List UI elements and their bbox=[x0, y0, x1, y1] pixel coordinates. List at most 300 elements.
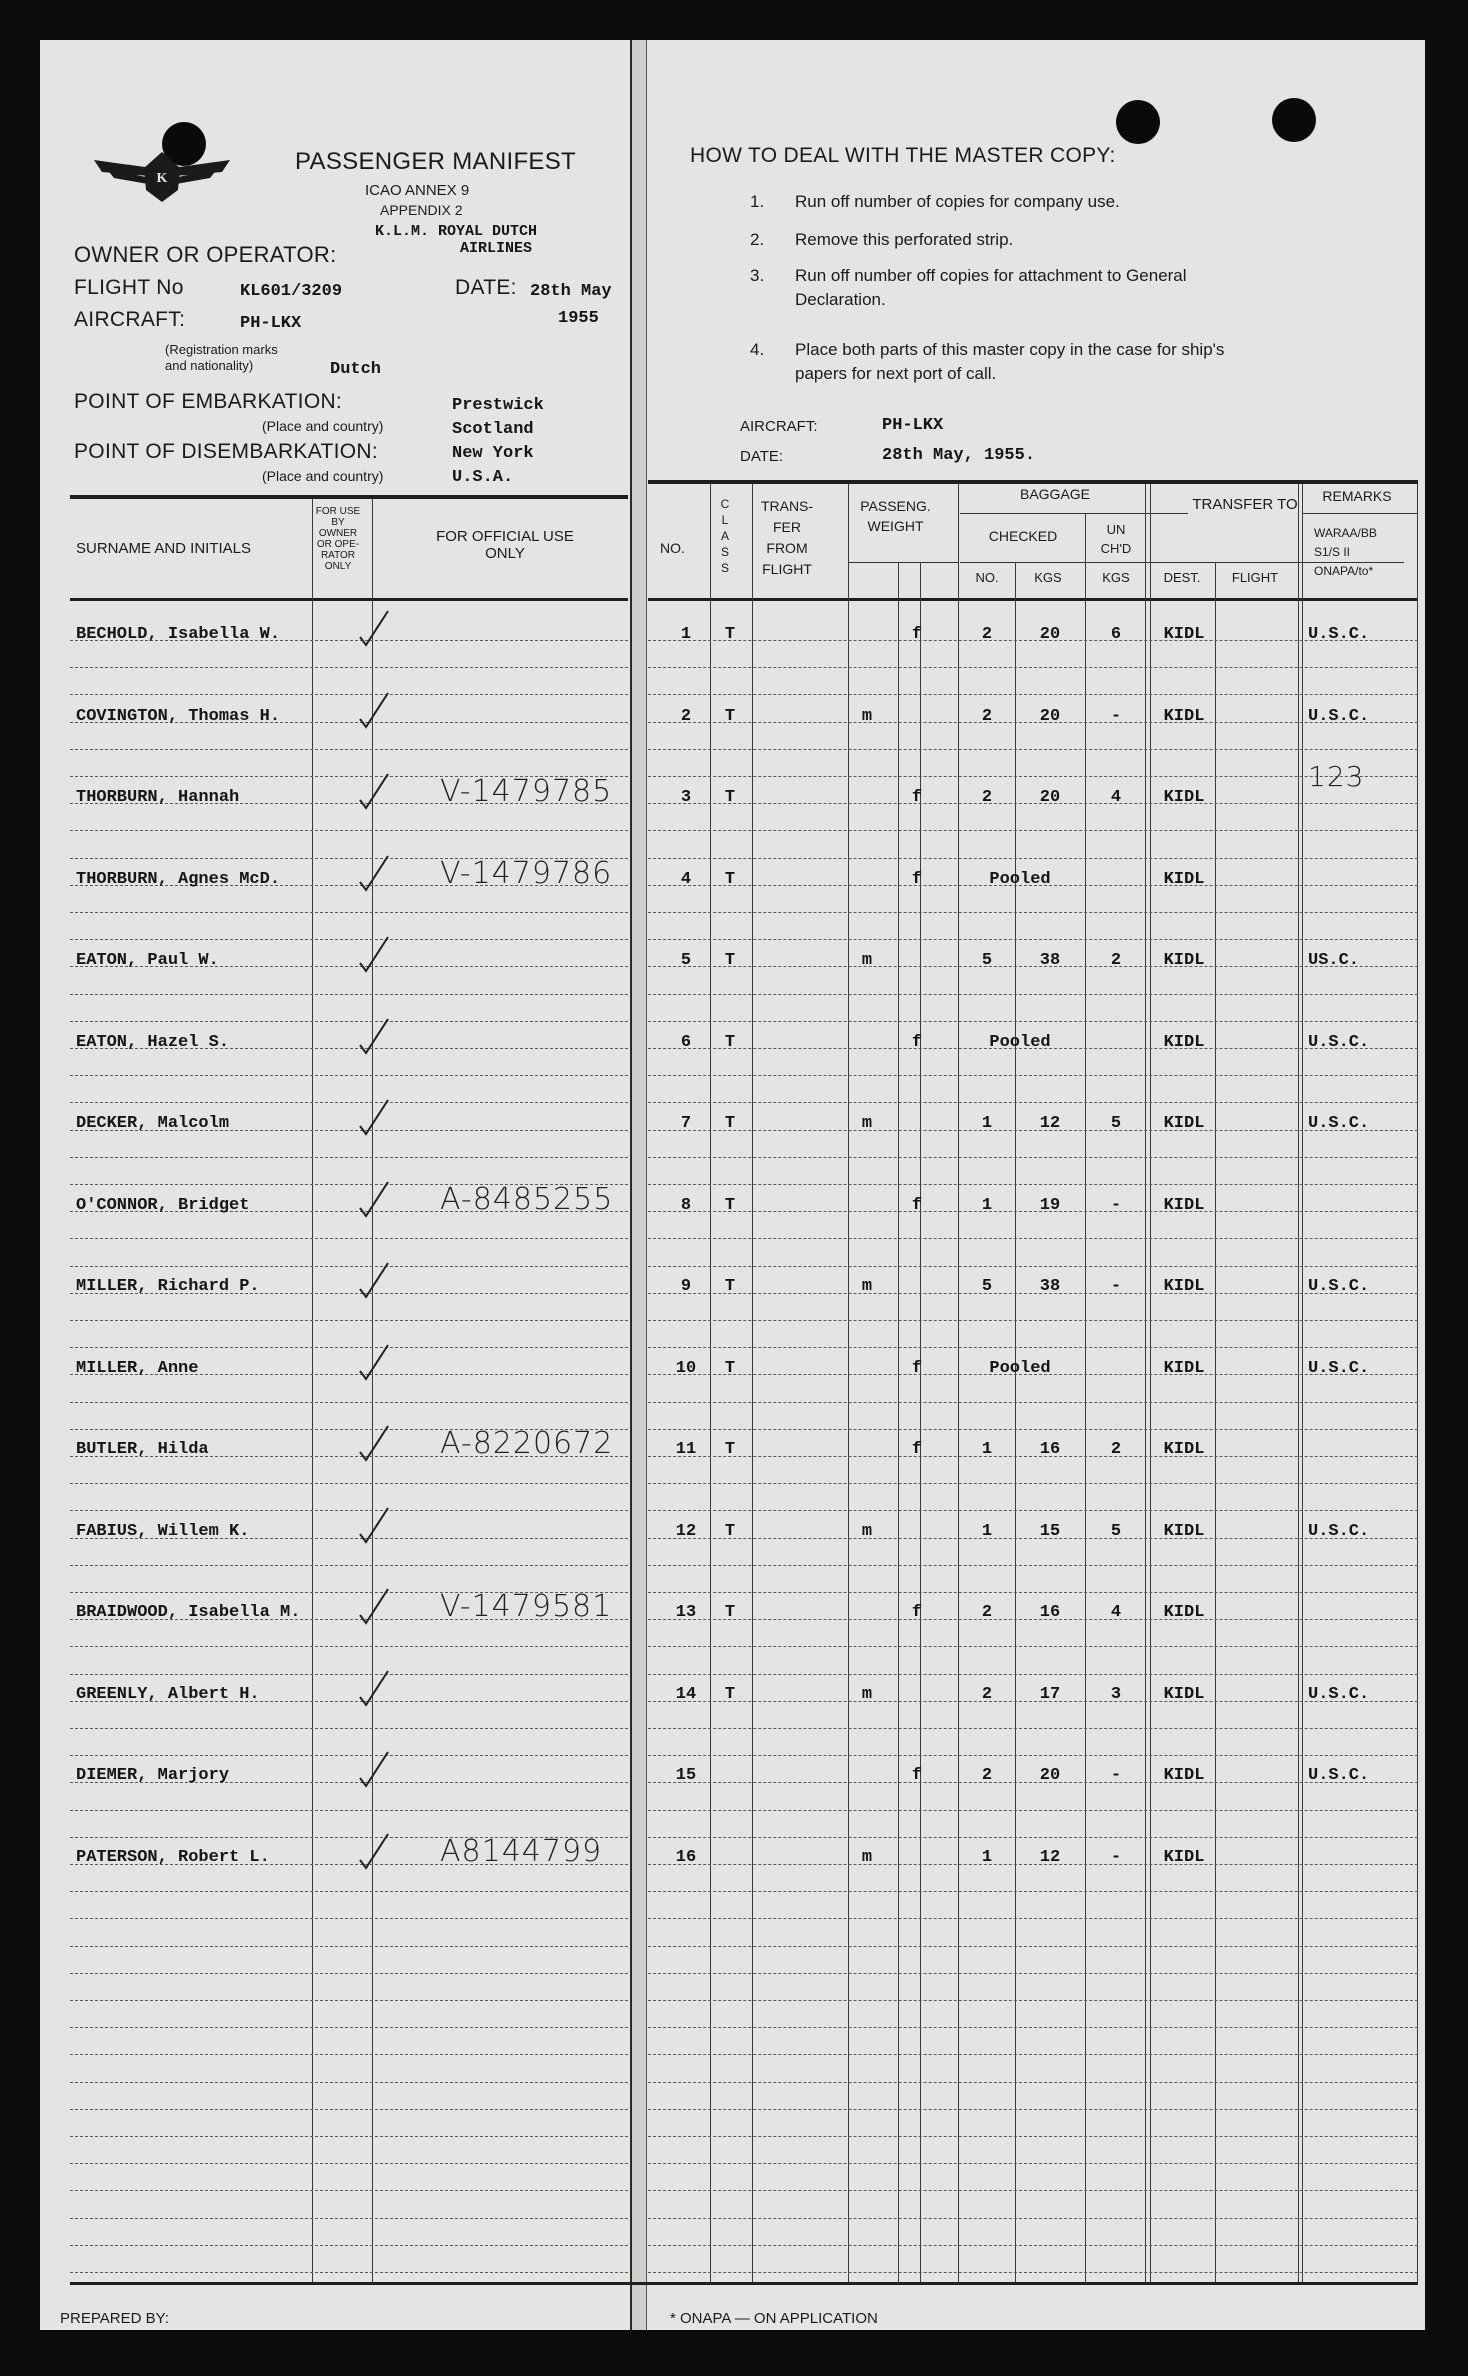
row-line bbox=[648, 1810, 1418, 1811]
checkmark-icon bbox=[358, 1341, 392, 1383]
row-line bbox=[648, 1755, 1418, 1756]
row-line bbox=[648, 2000, 1418, 2001]
transfer-dest: KIDL bbox=[1163, 1277, 1205, 1296]
row-line bbox=[70, 994, 628, 995]
passenger-weight-sex: m bbox=[861, 1521, 873, 1541]
checkmark-icon bbox=[358, 1015, 392, 1057]
baggage-pooled: Pooled bbox=[989, 1032, 1051, 1052]
perforated-strip bbox=[630, 40, 647, 2330]
passenger-weight-sex: m bbox=[861, 951, 873, 970]
transfer-dest: KIDL bbox=[1163, 1521, 1205, 1541]
annex-label: ICAO ANNEX 9 bbox=[365, 182, 470, 199]
unchecked-kgs: 6 bbox=[1110, 625, 1122, 644]
row-line bbox=[648, 1102, 1418, 1103]
remarks: U.S.C. bbox=[1308, 1277, 1370, 1296]
row-line bbox=[648, 939, 1418, 940]
passenger-number: 6 bbox=[680, 1032, 692, 1052]
checkmark-icon bbox=[358, 1259, 392, 1301]
date-value-line2: 1955 bbox=[558, 309, 599, 328]
passenger-number: 8 bbox=[680, 1195, 692, 1215]
passenger-number: 4 bbox=[680, 869, 692, 889]
baggage-kgs: 12 bbox=[1039, 1847, 1061, 1867]
remarks: U.S.C. bbox=[1308, 1358, 1370, 1378]
transfer-dest: KIDL bbox=[1163, 869, 1205, 889]
col-passeng-weight: PASSENG. WEIGHT bbox=[860, 498, 931, 534]
official-number: V-1479581 bbox=[440, 1589, 613, 1624]
col-checked-kgs: KGS bbox=[1034, 570, 1062, 585]
grid-column-line bbox=[710, 484, 711, 2282]
transfer-dest: KIDL bbox=[1163, 1684, 1205, 1704]
row-line bbox=[70, 1510, 628, 1511]
grid-column-line bbox=[1302, 484, 1303, 2282]
passenger-weight-sex: f bbox=[911, 788, 923, 807]
passenger-name: EATON, Hazel S. bbox=[76, 1032, 230, 1052]
owner-label: OWNER OR OPERATOR: bbox=[74, 242, 337, 267]
passenger-name: DECKER, Malcolm bbox=[76, 1114, 230, 1133]
punch-hole bbox=[1272, 98, 1316, 142]
klm-logo-icon bbox=[92, 138, 232, 208]
instr-aircraft-value: PH-LKX bbox=[882, 416, 944, 435]
row-line bbox=[70, 2054, 628, 2055]
row-line bbox=[648, 1402, 1418, 1403]
col-surname: SURNAME AND INITIALS bbox=[76, 540, 252, 557]
transfer-dest: KIDL bbox=[1163, 788, 1205, 807]
unchecked-kgs: - bbox=[1110, 1277, 1122, 1296]
passenger-weight-sex: m bbox=[861, 1847, 873, 1867]
checkmark-icon bbox=[358, 607, 392, 649]
instruction-text: Declaration. bbox=[795, 290, 886, 309]
transfer-dest: KIDL bbox=[1163, 1114, 1205, 1133]
instruction-number: 3. bbox=[750, 266, 765, 285]
passenger-name: COVINGTON, Thomas H. bbox=[76, 706, 281, 726]
baggage-kgs: 20 bbox=[1039, 1766, 1061, 1785]
col-checked-no: NO. bbox=[975, 570, 999, 585]
row-line bbox=[648, 2218, 1418, 2219]
flight-value: KL601/3209 bbox=[240, 282, 343, 301]
passenger-class: T bbox=[724, 1358, 736, 1378]
row-line bbox=[70, 1891, 628, 1892]
row-line bbox=[70, 1674, 628, 1675]
baggage-kgs: 20 bbox=[1039, 706, 1061, 726]
disembark-value-line2: U.S.A. bbox=[452, 468, 514, 487]
row-line bbox=[648, 1837, 1418, 1838]
row-line bbox=[648, 1157, 1418, 1158]
transfer-dest: KIDL bbox=[1163, 706, 1205, 726]
row-line bbox=[70, 1810, 628, 1811]
remarks: U.S.C. bbox=[1308, 1684, 1370, 1704]
passenger-name: BECHOLD, Isabella W. bbox=[76, 625, 281, 644]
unchecked-kgs: - bbox=[1110, 706, 1122, 726]
grid-column-line bbox=[752, 484, 753, 2282]
official-number: V-1479785 bbox=[440, 774, 613, 809]
passenger-number: 14 bbox=[675, 1684, 697, 1704]
row-line bbox=[70, 667, 628, 668]
flight-label: FLIGHT No bbox=[74, 276, 184, 299]
row-line bbox=[648, 667, 1418, 668]
grid-column-line bbox=[1150, 484, 1151, 2282]
row-line bbox=[70, 2109, 628, 2110]
col-unchd-kgs: KGS bbox=[1102, 570, 1130, 585]
passenger-weight-sex: f bbox=[911, 1440, 923, 1459]
table-top-rule bbox=[70, 495, 628, 499]
passenger-name: EATON, Paul W. bbox=[76, 951, 219, 970]
baggage-kgs: 38 bbox=[1039, 951, 1061, 970]
row-line bbox=[70, 1946, 628, 1947]
baggage-kgs: 16 bbox=[1039, 1440, 1061, 1459]
row-line bbox=[648, 2245, 1418, 2246]
col-flight: FLIGHT bbox=[1231, 570, 1279, 585]
grid-column-line bbox=[958, 484, 959, 2282]
row-line bbox=[70, 1157, 628, 1158]
passenger-number: 9 bbox=[680, 1277, 692, 1296]
baggage-count: 2 bbox=[981, 1603, 993, 1622]
row-line bbox=[70, 1075, 628, 1076]
passenger-class: T bbox=[724, 706, 736, 726]
checkmark-icon bbox=[358, 1178, 392, 1220]
baggage-count: 5 bbox=[981, 951, 993, 970]
row-line bbox=[648, 2272, 1418, 2273]
checkmark-icon bbox=[358, 1585, 392, 1627]
instr-date-label: DATE: bbox=[740, 448, 784, 465]
row-line bbox=[648, 1973, 1418, 1974]
row-line bbox=[70, 1755, 628, 1756]
row-line bbox=[70, 830, 628, 831]
unchecked-kgs: 4 bbox=[1110, 788, 1122, 807]
row-line bbox=[648, 1021, 1418, 1022]
col-owner-use: FOR USE BY OWNER OR OPE- RATOR ONLY bbox=[315, 506, 361, 572]
embark-value-line2: Scotland bbox=[452, 420, 534, 439]
passenger-weight-sex: f bbox=[911, 1603, 923, 1622]
passenger-name: THORBURN, Agnes McD. bbox=[76, 869, 281, 889]
remarks: 123 bbox=[1308, 760, 1365, 793]
passenger-name: PATERSON, Robert L. bbox=[76, 1847, 270, 1867]
row-line bbox=[70, 939, 628, 940]
row-line bbox=[648, 2163, 1418, 2164]
col-transfer-from: TRANS- FER FROM FLIGHT bbox=[760, 498, 814, 577]
passenger-number: 10 bbox=[675, 1358, 697, 1378]
row-line bbox=[70, 1347, 628, 1348]
registration-note: (Registration marks bbox=[165, 342, 278, 357]
row-line bbox=[648, 1184, 1418, 1185]
row-line bbox=[70, 1483, 628, 1484]
grid-column-line bbox=[848, 484, 849, 2282]
instr-date-value: 28th May, 1955. bbox=[882, 446, 1036, 465]
passenger-number: 2 bbox=[680, 706, 692, 726]
row-line bbox=[648, 1429, 1418, 1430]
row-line bbox=[70, 694, 628, 695]
row-line bbox=[70, 2027, 628, 2028]
checkmark-icon bbox=[358, 689, 392, 731]
passenger-class: T bbox=[724, 1521, 736, 1541]
baggage-count: 2 bbox=[981, 706, 993, 726]
baggage-count: 5 bbox=[981, 1277, 993, 1296]
passenger-class: T bbox=[724, 1195, 736, 1215]
passenger-class: T bbox=[724, 1684, 736, 1704]
embark-value-line1: Prestwick bbox=[452, 396, 544, 415]
owner-value-line1: K.L.M. ROYAL DUTCH bbox=[375, 223, 538, 240]
remarks: U.S.C. bbox=[1308, 1114, 1370, 1133]
row-line bbox=[648, 994, 1418, 995]
official-number: A-8485255 bbox=[440, 1181, 614, 1217]
checkmark-icon bbox=[358, 770, 392, 812]
col-dest: DEST. bbox=[1163, 570, 1201, 585]
baggage-count: 1 bbox=[981, 1521, 993, 1541]
row-line bbox=[70, 1728, 628, 1729]
appendix-label: APPENDIX 2 bbox=[380, 202, 463, 218]
remarks: US.C. bbox=[1308, 951, 1360, 970]
passenger-name: FABIUS, Willem K. bbox=[76, 1521, 250, 1541]
passenger-name: MILLER, Richard P. bbox=[76, 1277, 260, 1296]
grid-column-line bbox=[1015, 562, 1016, 2282]
row-line bbox=[648, 2109, 1418, 2110]
grid-column-line bbox=[1215, 562, 1216, 2282]
row-line bbox=[70, 2082, 628, 2083]
row-line bbox=[648, 1075, 1418, 1076]
checkmark-icon bbox=[358, 1422, 392, 1464]
official-number: A-8220672 bbox=[440, 1426, 614, 1461]
grid-column-line bbox=[1085, 513, 1086, 2282]
instructions-title: HOW TO DEAL WITH THE MASTER COPY: bbox=[690, 144, 1116, 167]
row-line bbox=[70, 2000, 628, 2001]
row-line bbox=[648, 776, 1418, 777]
instruction-text: Run off number of copies for company use. bbox=[795, 192, 1120, 211]
passenger-number: 7 bbox=[680, 1114, 692, 1133]
remarks: U.S.C. bbox=[1308, 625, 1370, 644]
unchecked-kgs: - bbox=[1110, 1766, 1122, 1785]
date-label: DATE: bbox=[455, 276, 517, 299]
baggage-kgs: 16 bbox=[1039, 1603, 1061, 1622]
row-line bbox=[70, 1565, 628, 1566]
row-line bbox=[648, 2082, 1418, 2083]
passenger-number: 16 bbox=[675, 1847, 697, 1867]
row-line bbox=[648, 1674, 1418, 1675]
col-remarks-sub: WARAA/BB S1/S II ONAPA/to* bbox=[1314, 526, 1377, 578]
onapa-note: * ONAPA — ON APPLICATION bbox=[670, 2310, 878, 2327]
aircraft-label: AIRCRAFT: bbox=[74, 308, 186, 331]
row-line bbox=[648, 1592, 1418, 1593]
embark-note: (Place and country) bbox=[262, 418, 384, 434]
baggage-pooled: Pooled bbox=[989, 1358, 1051, 1378]
passenger-number: 15 bbox=[675, 1766, 697, 1785]
checkmark-icon bbox=[358, 1504, 392, 1546]
baggage-kgs: 17 bbox=[1039, 1684, 1061, 1704]
nationality-value: Dutch bbox=[330, 360, 382, 379]
row-line bbox=[648, 1266, 1418, 1267]
row-line bbox=[70, 2272, 628, 2273]
instruction-number: 1. bbox=[750, 192, 765, 211]
row-line bbox=[648, 1565, 1418, 1566]
disembark-label: POINT OF DISEMBARKATION: bbox=[74, 440, 378, 463]
row-line bbox=[70, 1646, 628, 1647]
baggage-pooled: Pooled bbox=[989, 869, 1051, 889]
passenger-weight-sex: m bbox=[861, 1277, 873, 1296]
baggage-count: 1 bbox=[981, 1440, 993, 1459]
row-line bbox=[648, 1238, 1418, 1239]
baggage-kgs: 12 bbox=[1039, 1114, 1061, 1133]
grid-column-line bbox=[1417, 484, 1418, 2282]
passenger-class: T bbox=[724, 951, 736, 970]
row-line bbox=[648, 830, 1418, 831]
passenger-name: GREENLY, Albert H. bbox=[76, 1684, 260, 1704]
checkmark-icon bbox=[358, 1830, 392, 1872]
col-remarks: REMARKS bbox=[1322, 488, 1392, 504]
instruction-text: Place both parts of this master copy in the case for ship's bbox=[795, 340, 1225, 359]
passenger-weight-sex: f bbox=[911, 869, 923, 889]
col-class: CLASS bbox=[720, 497, 730, 575]
row-line bbox=[648, 1646, 1418, 1647]
col-transfer-to: TRANSFER TO bbox=[1192, 496, 1298, 513]
row-line bbox=[70, 1102, 628, 1103]
unchecked-kgs: 5 bbox=[1110, 1114, 1122, 1133]
registration-note: and nationality) bbox=[165, 358, 254, 373]
passenger-class: T bbox=[724, 869, 736, 889]
grid-column-line bbox=[920, 562, 921, 2282]
passenger-class: T bbox=[724, 625, 736, 644]
baggage-kgs: 20 bbox=[1039, 788, 1061, 807]
passenger-class: T bbox=[724, 1032, 736, 1052]
col-baggage: BAGGAGE bbox=[1019, 486, 1091, 502]
passenger-number: 12 bbox=[675, 1521, 697, 1541]
row-line bbox=[70, 1973, 628, 1974]
official-number: A8144799 bbox=[440, 1833, 603, 1869]
passenger-weight-sex: m bbox=[861, 1684, 873, 1704]
baggage-count: 1 bbox=[981, 1114, 993, 1133]
row-line bbox=[70, 912, 628, 913]
passenger-name: DIEMER, Marjory bbox=[76, 1766, 230, 1785]
instruction-number: 2. bbox=[750, 230, 765, 249]
official-number: V-1479786 bbox=[440, 855, 613, 891]
checkmark-icon bbox=[358, 1748, 392, 1790]
checkmark-icon bbox=[358, 1096, 392, 1138]
row-line bbox=[70, 2245, 628, 2246]
passenger-weight-sex: m bbox=[861, 1114, 873, 1133]
row-line bbox=[648, 1483, 1418, 1484]
baggage-kgs: 20 bbox=[1039, 625, 1061, 644]
row-line bbox=[648, 1320, 1418, 1321]
grid-column-line bbox=[312, 499, 313, 2282]
remarks: U.S.C. bbox=[1308, 1032, 1370, 1052]
unchecked-kgs: - bbox=[1110, 1847, 1122, 1867]
row-line bbox=[70, 1918, 628, 1919]
baggage-count: 1 bbox=[981, 1847, 993, 1867]
transfer-dest: KIDL bbox=[1163, 1195, 1205, 1215]
row-line bbox=[70, 1021, 628, 1022]
grid-column-line bbox=[1298, 484, 1299, 2282]
remarks: U.S.C. bbox=[1308, 706, 1370, 726]
unchecked-kgs: 2 bbox=[1110, 1440, 1122, 1459]
col-unchd: UN CH'D bbox=[1100, 522, 1132, 556]
transfer-dest: KIDL bbox=[1163, 1358, 1205, 1378]
row-line bbox=[648, 2054, 1418, 2055]
prepared-by-label: PREPARED BY: bbox=[60, 2310, 169, 2327]
grid-column-line bbox=[1145, 484, 1146, 2282]
row-line bbox=[648, 2136, 1418, 2137]
instruction-text: Remove this perforated strip. bbox=[795, 230, 1014, 249]
passenger-name: O'CONNOR, Bridget bbox=[76, 1195, 250, 1215]
row-line bbox=[648, 1918, 1418, 1919]
header-bottom-rule bbox=[70, 598, 628, 601]
baggage-count: 2 bbox=[981, 1766, 993, 1785]
passenger-weight-sex: f bbox=[911, 1766, 923, 1785]
checkmark-icon bbox=[358, 1667, 392, 1709]
disembark-value-line1: New York bbox=[452, 444, 534, 463]
row-line bbox=[648, 1891, 1418, 1892]
unchecked-kgs: - bbox=[1110, 1195, 1122, 1215]
instruction-text: papers for next port of call. bbox=[795, 364, 997, 383]
passenger-number: 13 bbox=[675, 1603, 697, 1622]
instr-aircraft-label: AIRCRAFT: bbox=[740, 418, 818, 435]
transfer-dest: KIDL bbox=[1163, 1847, 1205, 1867]
row-line bbox=[648, 1347, 1418, 1348]
passenger-number: 5 bbox=[680, 951, 692, 970]
remarks: U.S.C. bbox=[1308, 1766, 1370, 1785]
unchecked-kgs: 4 bbox=[1110, 1603, 1122, 1622]
row-line bbox=[70, 2136, 628, 2137]
passenger-class: T bbox=[724, 1603, 736, 1622]
row-line bbox=[648, 694, 1418, 695]
row-line bbox=[70, 749, 628, 750]
row-line bbox=[648, 858, 1418, 859]
passenger-number: 1 bbox=[680, 625, 692, 644]
transfer-dest: KIDL bbox=[1163, 1032, 1205, 1052]
col-no: NO. bbox=[660, 540, 685, 556]
row-line bbox=[648, 749, 1418, 750]
passenger-class: T bbox=[724, 788, 736, 807]
passenger-weight-sex: m bbox=[861, 706, 873, 726]
embark-label: POINT OF EMBARKATION: bbox=[74, 390, 343, 413]
baggage-count: 2 bbox=[981, 788, 993, 807]
passenger-weight-sex: f bbox=[911, 625, 923, 644]
row-line bbox=[70, 2190, 628, 2191]
transfer-dest: KIDL bbox=[1163, 951, 1205, 970]
passenger-weight-sex: f bbox=[911, 1032, 923, 1052]
manifest-document bbox=[40, 40, 1425, 2330]
row-line bbox=[648, 1946, 1418, 1947]
table-bottom-rule bbox=[70, 2282, 1418, 2285]
checkmark-icon bbox=[358, 852, 392, 894]
col-checked: CHECKED bbox=[988, 528, 1058, 544]
row-line bbox=[70, 1320, 628, 1321]
transfer-dest: KIDL bbox=[1163, 625, 1205, 644]
passenger-name: MILLER, Anne bbox=[76, 1358, 199, 1378]
baggage-kgs: 15 bbox=[1039, 1521, 1061, 1541]
transfer-dest: KIDL bbox=[1163, 1603, 1205, 1622]
remarks: U.S.C. bbox=[1308, 1521, 1370, 1541]
baggage-count: 2 bbox=[981, 625, 993, 644]
passenger-weight-sex: f bbox=[911, 1195, 923, 1215]
row-line bbox=[70, 1402, 628, 1403]
passenger-name: BUTLER, Hilda bbox=[76, 1440, 209, 1459]
row-line bbox=[70, 1238, 628, 1239]
baggage-kgs: 38 bbox=[1039, 1277, 1061, 1296]
row-line bbox=[648, 2027, 1418, 2028]
row-line bbox=[648, 1728, 1418, 1729]
unchecked-kgs: 5 bbox=[1110, 1521, 1122, 1541]
grid-column-line bbox=[898, 562, 899, 2282]
disembark-note: (Place and country) bbox=[262, 468, 384, 484]
instruction-text: Run off number off copies for attachment to General bbox=[795, 266, 1187, 285]
row-line bbox=[648, 1510, 1418, 1511]
passenger-name: BRAIDWOOD, Isabella M. bbox=[76, 1603, 301, 1622]
baggage-count: 1 bbox=[981, 1195, 993, 1215]
baggage-kgs: 19 bbox=[1039, 1195, 1061, 1215]
transfer-dest: KIDL bbox=[1163, 1766, 1205, 1785]
punch-hole bbox=[1116, 100, 1160, 144]
unchecked-kgs: 2 bbox=[1110, 951, 1122, 970]
checkmark-icon bbox=[358, 933, 392, 975]
row-line bbox=[70, 1266, 628, 1267]
passenger-name: THORBURN, Hannah bbox=[76, 788, 240, 807]
